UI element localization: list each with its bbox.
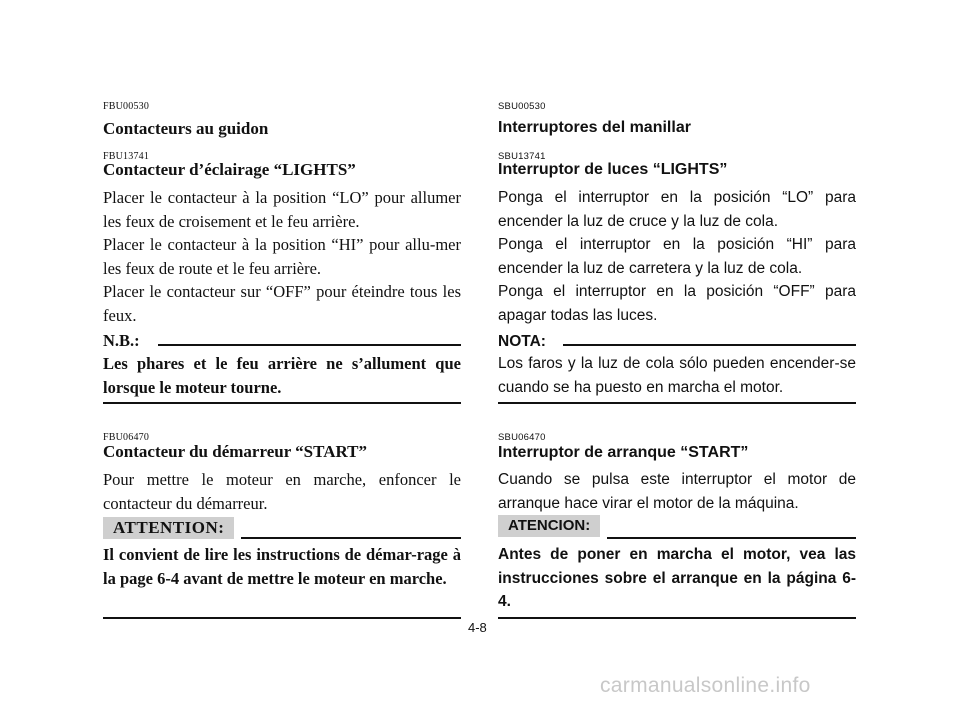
caution-rule-bottom [498, 617, 856, 619]
subsection-title-lights: Interruptor de luces “LIGHTS” [498, 161, 728, 178]
caution-text: Antes de poner en marcha el motor, vea las instrucciones sobre el arranque en la página 6-4. [498, 546, 856, 610]
section-title: Interruptores del manillar [498, 119, 691, 136]
caution-text: Il convient de lire les instructions de démar-rage à la page 6-4 avant de mettre le moteur en marche. [103, 545, 461, 588]
caution-rule-top [241, 537, 461, 539]
note-label: N.B.: [103, 331, 140, 350]
note-rule-top [563, 344, 856, 346]
paragraph-hi: Ponga el interruptor en la posición “HI” para encender la luz de carretera y la luz de cola. [498, 236, 856, 277]
note-rule-top [158, 344, 461, 346]
note-rule-bottom [498, 402, 856, 404]
paragraph-lo: Ponga el interruptor en la posición “LO” para encender la luz de cruce y la luz de cola. [498, 189, 856, 230]
subsection-title-start: Interruptor de arranque “START” [498, 444, 749, 461]
paragraph-hi: Placer le contacteur à la position “HI” pour allu-mer les feux de route et le feu arrière. [103, 235, 461, 278]
paragraph-lo: Placer le contacteur à la position “LO” pour allumer les feux de croisement et le feu arrière. [103, 188, 461, 231]
section-code: SBU00530 [498, 101, 546, 112]
subsection-title-start: Contacteur du démarreur “START” [103, 442, 368, 461]
subsection-code: FBU13741 [103, 151, 150, 162]
note-text: Les phares et le feu arrière ne s’allument que lorsque le moteur tourne. [103, 354, 461, 397]
subsection-code: SBU06470 [498, 432, 546, 443]
subsection-code: FBU06470 [103, 432, 150, 443]
caution-badge: ATTENTION: [103, 517, 234, 539]
paragraph-off: Placer le contacteur sur “OFF” pour éteindre tous les feux. [103, 282, 461, 325]
caution-rule-bottom [103, 617, 461, 619]
subsection-title-lights: Contacteur d’éclairage “LIGHTS” [103, 160, 356, 179]
subsection-code: SBU13741 [498, 151, 546, 162]
note-rule-bottom [103, 402, 461, 404]
note-text: Los faros y la luz de cola sólo pueden encender-se cuando se ha puesto en marcha el motor. [498, 355, 856, 396]
paragraph-off: Ponga el interruptor en la posición “OFF” para apagar todas las luces. [498, 283, 856, 324]
caution-rule-top [607, 537, 856, 539]
caution-badge: ATENCION: [498, 515, 600, 537]
watermark: carmanualsonline.info [600, 674, 811, 697]
section-title: Contacteurs au guidon [103, 119, 269, 138]
paragraph-start: Pour mettre le moteur en marche, enfoncer le contacteur du démarreur. [103, 470, 461, 513]
note-label: NOTA: [498, 333, 546, 350]
paragraph-start: Cuando se pulsa este interruptor el motor de arranque hace virar el motor de la máquina. [498, 471, 856, 512]
section-code: FBU00530 [103, 101, 150, 112]
page-number: 4-8 [468, 620, 487, 635]
